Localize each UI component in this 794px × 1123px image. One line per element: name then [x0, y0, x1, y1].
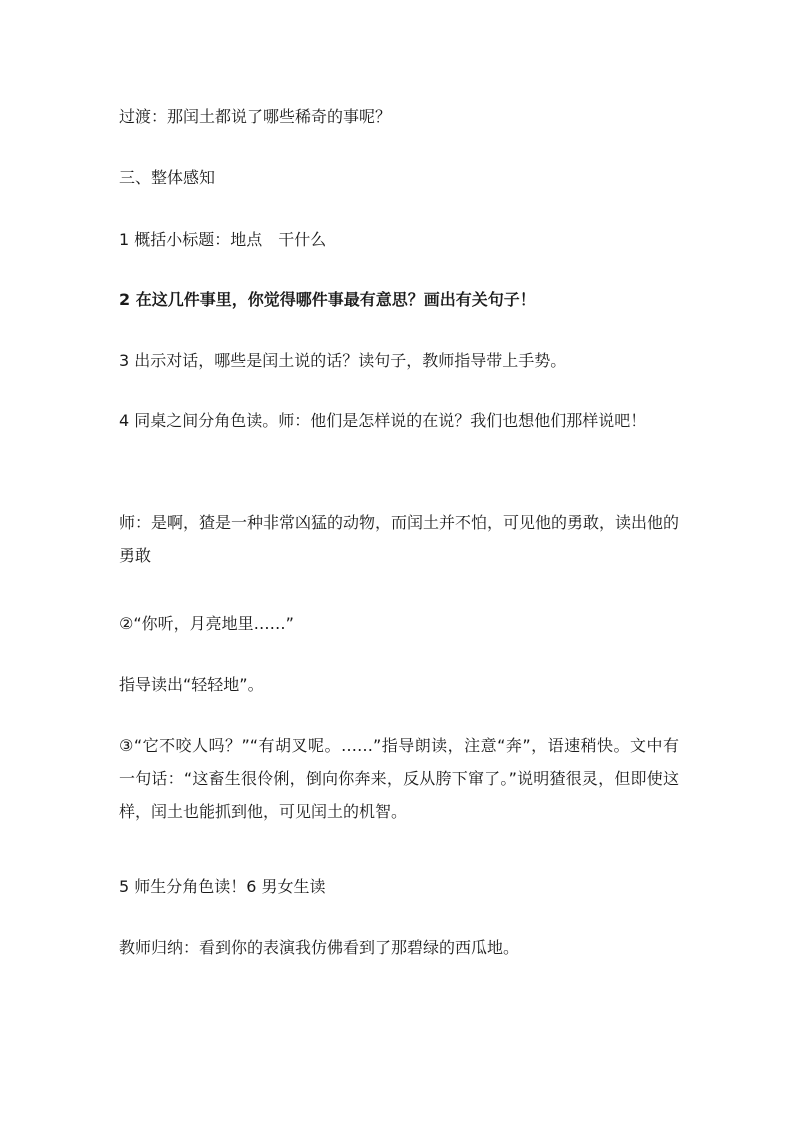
dialogue-2: ②“你听，月亮地里……”	[119, 614, 294, 633]
step-5-6: 5 师生分角色读！6 男女生读	[119, 877, 326, 896]
step-1: 1 概括小标题：地点 干什么	[119, 230, 327, 249]
teacher-summary: 教师归纳：看到你的表演我仿佛看到了那碧绿的西瓜地。	[119, 938, 520, 957]
step-3: 3 出示对话，哪些是闰土说的话？读句子，教师指导带上手势。	[119, 351, 567, 370]
step-4: 4 同桌之间分角色读。师：他们是怎样说的在说？我们也想他们那样说吧！	[119, 411, 647, 430]
paragraph-transition: 过渡：那闰土都说了哪些稀奇的事呢？	[119, 107, 392, 126]
section-heading: 三、整体感知	[119, 168, 216, 187]
dialogue-3: ③“它不咬人吗？”“有胡叉呢。……”指导朗读，注意“奔”，语速稍快。文中有一句话：“这畜生很伶俐，倒向你奔来，反从胯下窜了。”说明猹很灵，但即使这样，闰土也能抓到他，可见闰土的机智。	[119, 736, 679, 821]
reading-guide: 指导读出“轻轻地”。	[119, 675, 264, 694]
step-2: 2 在这几件事里，你觉得哪件事最有意思？画出有关句子！	[119, 290, 536, 309]
teacher-comment: 师：是啊，猹是一种非常凶猛的动物，而闰土并不怕，可见他的勇敢，读出他的勇敢	[119, 513, 680, 565]
